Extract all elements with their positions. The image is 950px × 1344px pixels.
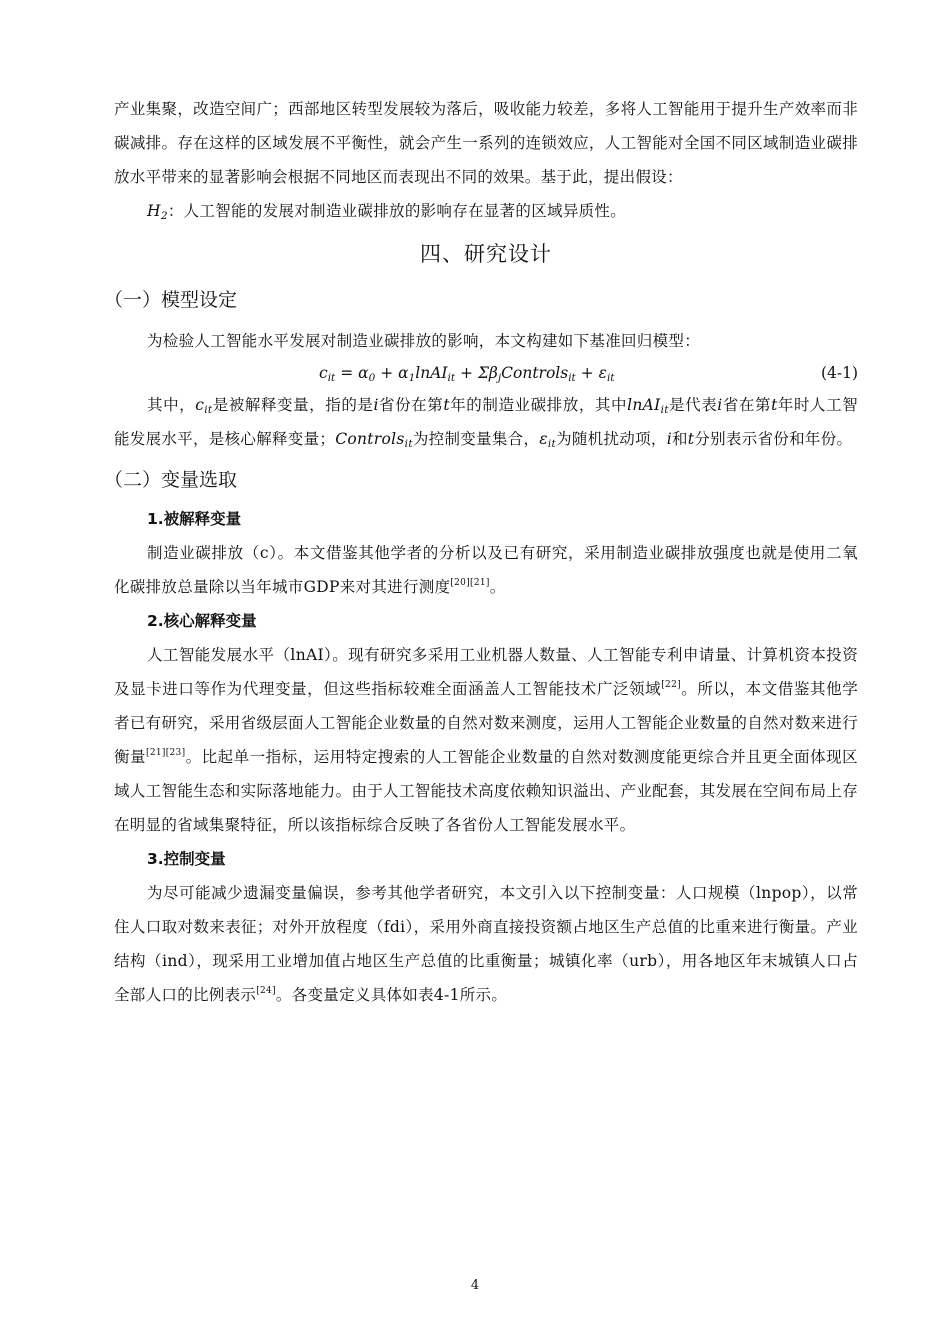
page-number: 4 [470,1278,480,1293]
core-variable-heading: 2.核心解释变量 [147,612,257,630]
citation: [22] [661,680,681,690]
regression-equation: $c_{it} = \alpha_0$ + $\alpha_1lnAI_{it}$ + $\Sigma\beta_jControls_{it} + \varepsilon_{it}$ [319,364,615,384]
citation: [21][23] [146,748,186,758]
dependent-variable-text: 制造业碳排放（c）。本文借鉴其他学者的分析以及已有研究，采用制造业碳排放强度也就是使用二氧化碳排放总量除以当年城市GDP来对其进行测度[20][21]。 [114,544,858,596]
paragraph-intro: 产业集聚，改造空间广；西部地区转型发展较为落后，吸收能力较差，多将人工智能用于提升生产效率而非碳减排。存在这样的区域发展不平衡性，就会产生一系列的连锁效应，人工智能对全国不同区域制造业碳排放水平带来的显著影响会根据不同地区而表现出不同的效果。基于此，提出假设： [114,100,858,186]
model-explanation: 其中，$c_{it}$是被解释变量，指的是i省份在第t年的制造业碳排放，其中lnAI$_{it}$是代表i省在第t年时人工智能发展水平，是核心解释变量；Controls$_{it}$为控制变量集合，$\varepsilon_{it}$为随机扰动项，i和t分别表示省份和年份。 [114,396,859,450]
citation: [24] [256,986,276,996]
hypothesis-text: ：人工智能的发展对制造业碳排放的影响存在显著的区域异质性。 [167,202,627,220]
dependent-variable-heading: 1.被解释变量 [147,510,242,528]
control-variable-text: 为尽可能减少遗漏变量偏误，参考其他学者研究，本文引入以下控制变量：人口规模（lnpop），以常住人口取对数来表征；对外开放程度（fdi），采用外商直接投资额占地区生产总值的比重来进行衡量。产业结构（ind），现采用工业增加值占地区生产总值的比重衡量；城镇化率（urb），用各地区年末城镇人口占全部人口的比例表示[24]。各变量定义具体如表4-1所示。 [114,884,858,1004]
citation: [20][21] [450,578,490,588]
hypothesis-h2 [114,194,858,228]
section-title: 四、研究设计 [420,242,552,266]
core-variable-text: 人工智能发展水平（lnAI）。现有研究多采用工业机器人数量、人工智能专利申请量、计算机资本投资及显卡进口等作为代理变量，但这些指标较难全面涵盖人工智能技术广泛领域[22]。所以，本文借鉴其他学者已有研究，采用省级层面人工智能企业数量的自然对数来测度，运用人工智能企业数量的自然对数来进行衡量[21][23]。比起单一指标，运用特定搜索的人工智能企业数量的自然对数测度能更综合并且更全面体现区域人工智能生态和实际落地能力。由于人工智能技术高度依赖知识溢出、产业配套，其发展在空间布局上存在明显的省域集聚特征，所以该指标综合反映了各省份人工智能发展水平。 [114,646,858,834]
hypothesis-label: $H_2$ [147,202,168,222]
equation-number: (4-1) [820,364,858,382]
model-heading: （一）模型设定 [104,289,238,311]
variables-heading: （二）变量选取 [104,469,238,491]
equation-row [114,358,858,388]
control-variable-heading: 3.控制变量 [147,850,226,868]
model-intro: 为检验人工智能水平发展对制造业碳排放的影响，本文构建如下基准回归模型： [147,332,701,350]
